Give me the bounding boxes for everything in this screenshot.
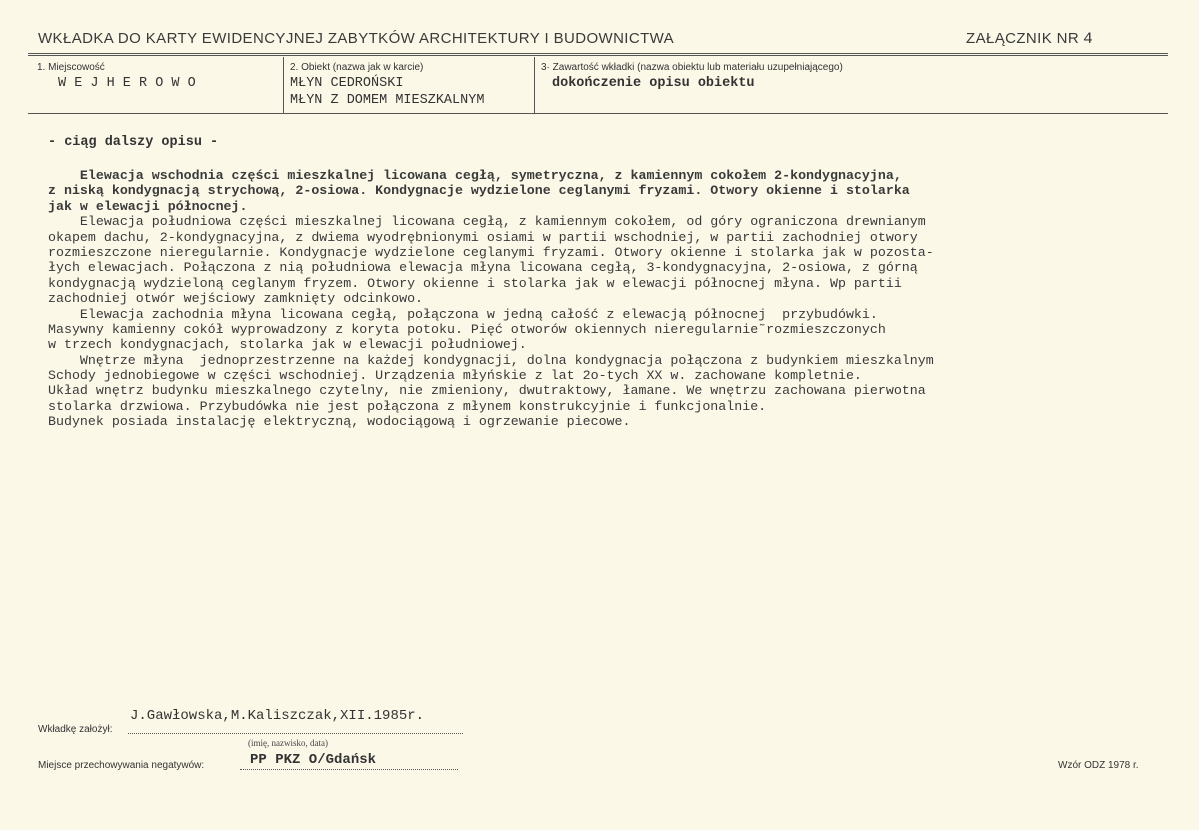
- form-title: WKŁADKA DO KARTY EWIDENCYJNEJ ZABYTKÓW ARCHITEKTURY I BUDOWNICTWA: [38, 30, 675, 47]
- field-divider-2: [534, 57, 535, 113]
- content-value: dokończenie opisu obiektu: [552, 76, 755, 91]
- storage-value: PP PKZ O/Gdańsk: [250, 752, 377, 768]
- storage-label: Miejsce przechowywania negatywów:: [38, 760, 205, 771]
- description-line: w trzech kondygnacjach, stolarka jak w elewacji południowej.: [48, 337, 527, 353]
- field-divider-1: [283, 57, 284, 113]
- description-line: łych elewacjach. Połączona z nią południowa elewacja młyna licowana cegłą, 3-kondygnacyjna, 2-osiowa, z górną: [48, 260, 918, 276]
- description-line: kondygnacją wydzieloną ceglanym fryzem. Otwory okienne i stolarka jak w elewacji północnej młyna. Wp partii: [48, 275, 902, 291]
- author-dotted-line: [128, 733, 463, 734]
- annex-label: ZAŁĄCZNIK NR: [966, 30, 1080, 47]
- locality-label: 1. Miejscowość: [37, 62, 105, 73]
- author-label: Wkładkę założył:: [38, 724, 113, 735]
- continuation-note: - ciąg dalszy opisu -: [48, 135, 219, 150]
- author-caption: (imię, nazwisko, data): [248, 738, 328, 748]
- description-line: Elewacja zachodnia młyna licowana cegłą, połączona w jedną całość z elewacją północnej przybudówki.: [48, 306, 878, 322]
- description-line: Układ wnętrz budynku mieszkalnego czytelny, nie zmieniony, dwutraktowy, łamane. We wnętrzu zachowana pierwotna: [48, 383, 926, 399]
- description-line: stolarka drzwiowa. Przybudówka nie jest połączona z młynem konstrukcyjnie i funkcjonalnie.: [48, 398, 767, 414]
- author-value: J.Gawłowska,M.Kaliszczak,XII.1985r.: [130, 708, 425, 724]
- content-label: 3· Zawartość wkładki (nazwa obiektu lub materiału uzupełniającego): [541, 62, 843, 73]
- storage-dotted-line: [240, 769, 458, 770]
- description-line: Masywny kamienny cokół wyprowadzony z koryta potoku. Pięć otworów okiennych nieregularnie˜rozmieszczonych: [48, 321, 886, 337]
- description-line: Elewacja południowa części mieszkalnej licowana cegłą, z kamiennym cokołem, od góry ograniczona drewnianym: [48, 214, 926, 230]
- description-line: Wnętrze młyna jednoprzestrzenne na każdej kondygnacji, dolna kondygnacja połączona z budynkiem mieszkalnym: [48, 352, 934, 368]
- description-line: Budynek posiada instalację elektryczną, wodociągową i ogrzewanie piecowe.: [48, 414, 631, 430]
- locality-value: W E J H E R O W O: [58, 76, 196, 91]
- object-value-line2: MŁYN Z DOMEM MIESZKALNYM: [290, 93, 485, 108]
- description-line: okapem dachu, 2-kondygnacyjna, z dwiema wyodrębnionymi osiami w partii wschodniej, w partii zachodniej otwory: [48, 229, 918, 245]
- object-label: 2. Obiekt (nazwa jak w karcie): [290, 62, 424, 73]
- header-bottom-rule: [28, 113, 1168, 114]
- description-line: jak w elewacji północnej.: [48, 198, 248, 214]
- description-line: Schody jednobiegowe w części wschodniej. Urządzenia młyńskie z lat 2o-tych XX w. zachowane kompletnie.: [48, 368, 862, 384]
- annex-number: 4: [1083, 30, 1094, 48]
- description-line: Elewacja wschodnia części mieszkalnej licowana cegłą, symetryczna, z kamiennym cokołem 2-kondygnacyjna,: [48, 168, 902, 183]
- header-top-rule: [28, 53, 1168, 56]
- description-body: [48, 168, 1193, 430]
- annex-label-group: [966, 30, 1093, 48]
- object-value-line1: MŁYN CEDROŃSKI: [290, 76, 404, 91]
- description-line: rozmieszczone nieregularnie. Kondygnacje wydzielone ceglanymi fryzami. Otwory okienne i stolarka jak w pozosta-: [48, 244, 934, 260]
- description-line: z niską kondygnacją strychową, 2-osiowa. Kondygnacje wydzielone ceglanymi fryzami. Otwory okienne i stolarka: [48, 183, 910, 199]
- description-line: zachodniej otwór wejściowy zamknięty odcinkowo.: [48, 291, 424, 307]
- form-reference: Wzór ODZ 1978 r.: [1058, 760, 1139, 771]
